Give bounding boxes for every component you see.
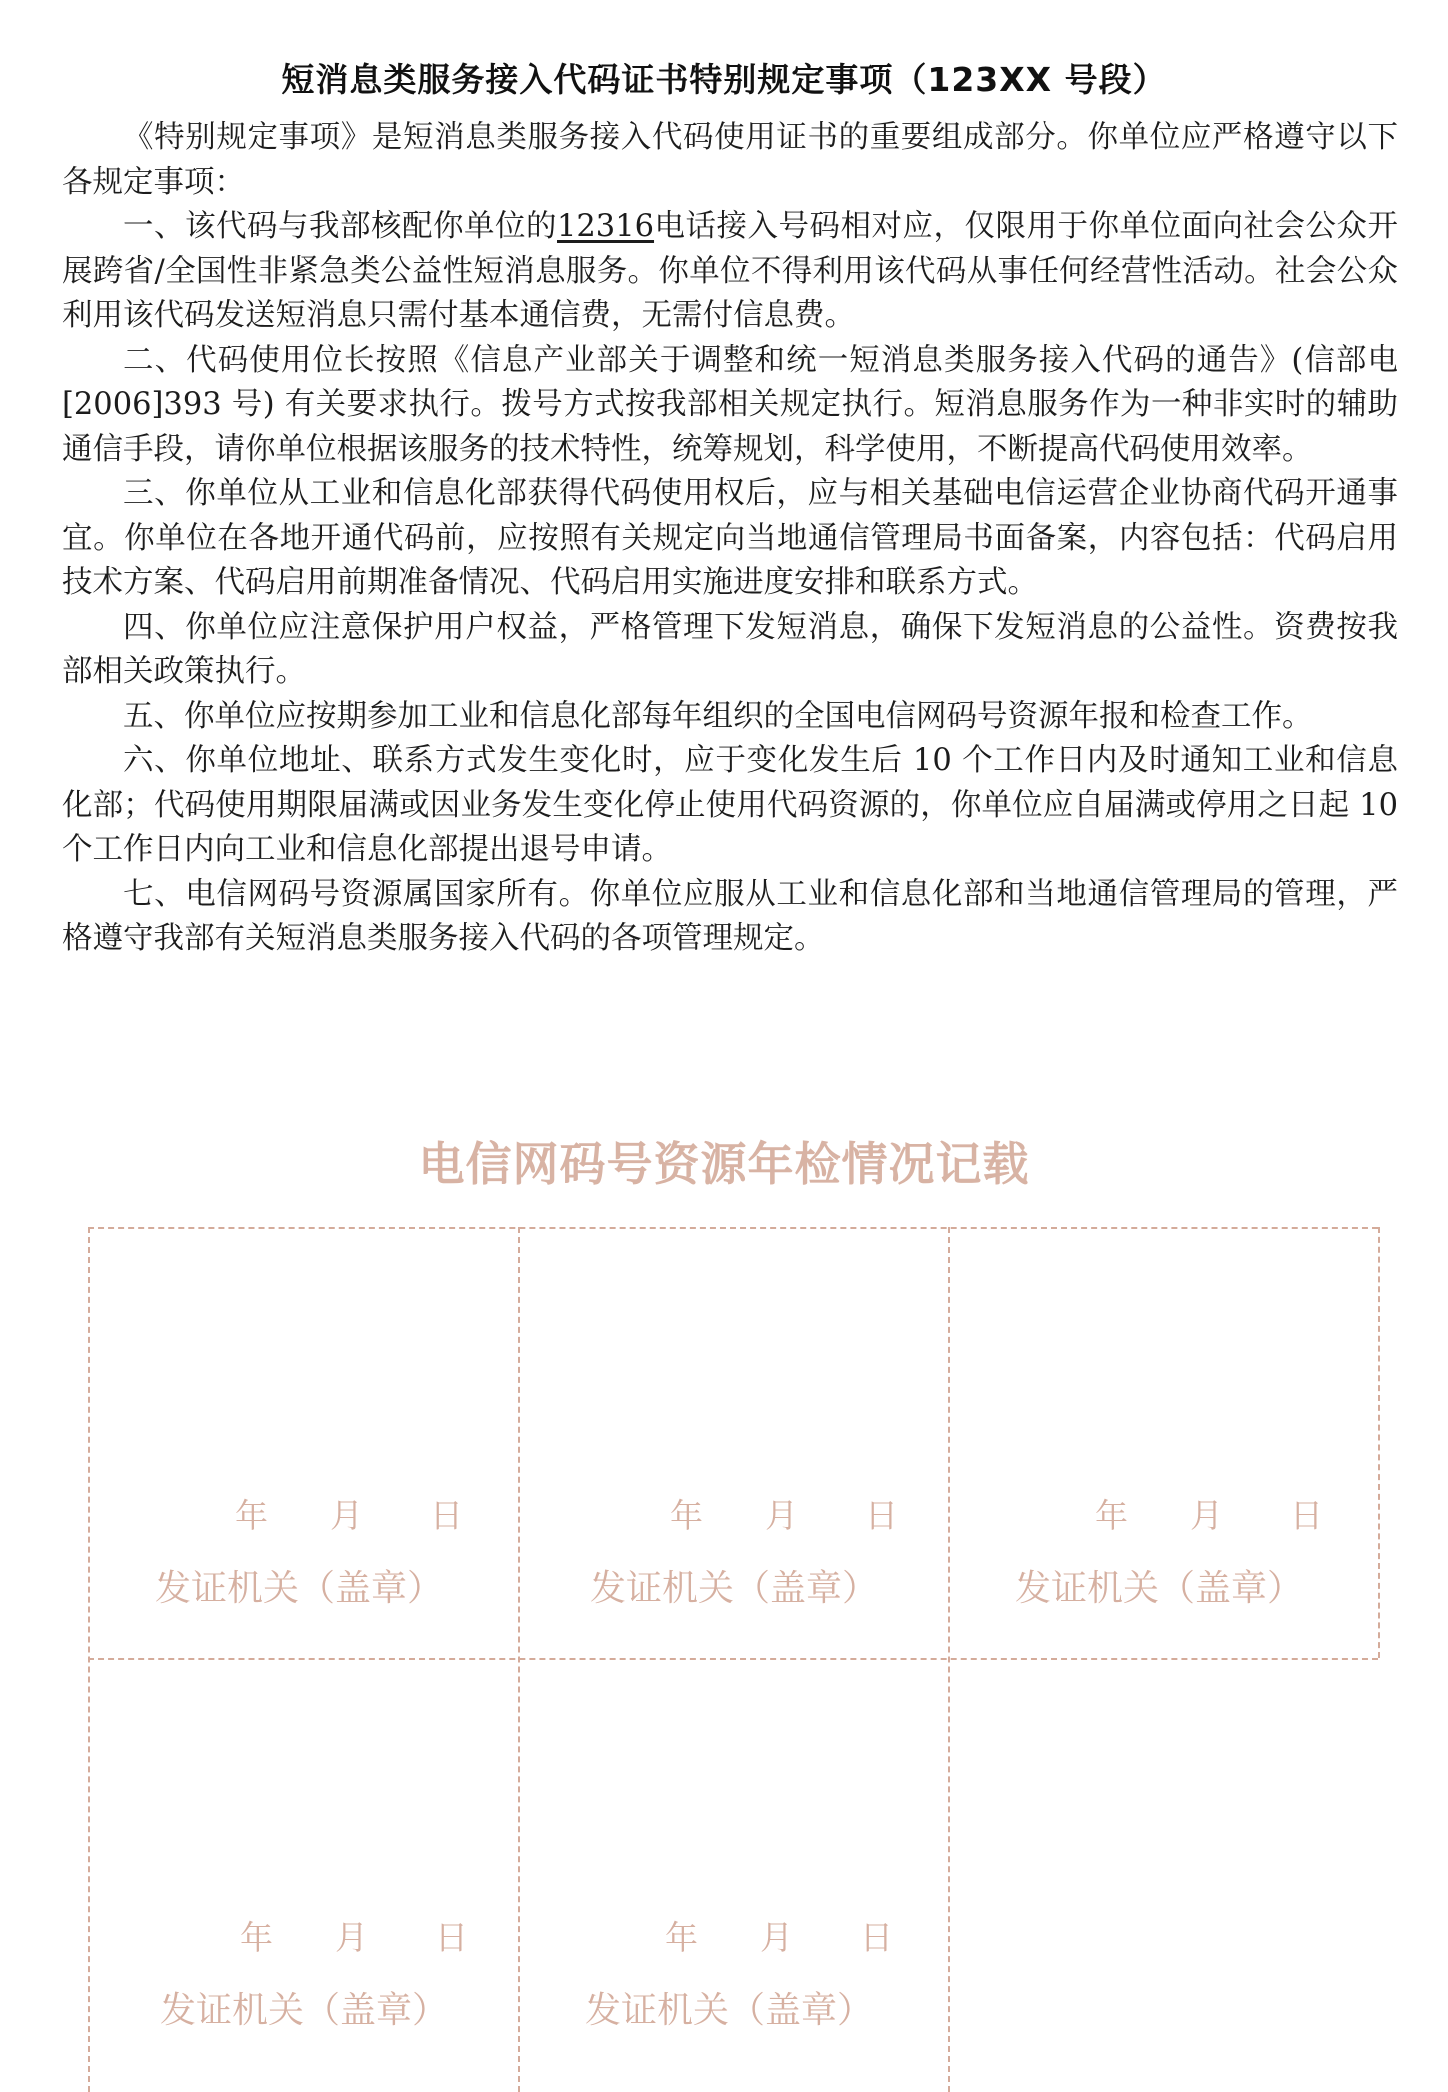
month-label: 月 xyxy=(335,1918,368,1957)
grid-divider-2 xyxy=(948,1227,950,2092)
year-label: 年 xyxy=(1095,1496,1128,1535)
item-5: 五、你单位应按期参加工业和信息化部每年组织的全国电信网码号资源年报和检查工作。 xyxy=(123,698,1313,734)
item-7: 七、电信网码号资源属国家所有。你单位应服从工业和信息化部和当地通信管理局的管理，严格遵守我部有关短消息类服务接入代码的各项管理规定。 xyxy=(62,876,1398,956)
document-title: 短消息类服务接入代码证书特别规定事项（123XX 号段） xyxy=(281,60,1167,99)
year-label: 年 xyxy=(670,1496,703,1535)
year-label: 年 xyxy=(665,1918,698,1957)
regulation-body xyxy=(62,116,1398,962)
phone-number: 12316 xyxy=(557,209,655,244)
grid-right-line xyxy=(1378,1227,1380,1658)
grid-top-line xyxy=(88,1227,1378,1229)
item-3: 三、你单位从工业和信息化部获得代码使用权后，应与相关基础电信运营企业协商代码开通事宜。你单位在各地开通代码前，应按照有关规定向当地通信管理局书面备案，内容包括：代码启用技术方案、代码启用前期准备情况、代码启用实施进度安排和联系方式。 xyxy=(62,476,1398,600)
item-4: 四、你单位应注意保护用户权益，严格管理下发短消息，确保下发短消息的公益性。资费按我部相关政策执行。 xyxy=(62,609,1398,689)
item-1-prefix: 一、该代码与我部核配你单位的 xyxy=(123,209,557,244)
item-2: 二、代码使用位长按照《信息产业部关于调整和统一短消息类服务接入代码的通告》(信部电[2006]393 号) 有关要求执行。拨号方式按我部相关规定执行。短消息服务作为一种非实时的辅助通信手段，请你单位根据该服务的技术特性，统筹规划，科学使用，不断提高代码使用效率。 xyxy=(62,342,1398,467)
inspection-title: 电信网码号资源年检情况记载 xyxy=(418,1137,1030,1191)
grid-middle-line xyxy=(88,1658,1378,1660)
day-label: 日 xyxy=(435,1918,468,1957)
item-6: 六、你单位地址、联系方式发生变化时，应于变化发生后 10 个工作日内及时通知工业和信息化部；代码使用期限届满或因业务发生变化停止使用代码资源的，你单位应自届满或停用之日起 10 个工作日内向工业和信息化部提出退号申请。 xyxy=(62,743,1398,867)
grid-left-line xyxy=(88,1227,90,2092)
item-1 xyxy=(62,205,1398,339)
issuer-stamp-label: 发证机关（盖章） xyxy=(585,1990,874,2031)
day-label: 日 xyxy=(430,1496,463,1535)
intro-paragraph: 《特别规定事项》是短消息类服务接入代码使用证书的重要组成部分。你单位应严格遵守以下各规定事项： xyxy=(62,120,1398,200)
day-label: 日 xyxy=(1290,1496,1323,1535)
grid-divider-1 xyxy=(518,1227,520,2092)
year-label: 年 xyxy=(235,1496,268,1535)
day-label: 日 xyxy=(865,1496,898,1535)
issuer-stamp-label: 发证机关（盖章） xyxy=(155,1568,444,1609)
issuer-stamp-label: 发证机关（盖章） xyxy=(590,1568,879,1609)
year-label: 年 xyxy=(240,1918,273,1957)
item-1-rest: 电话接入号码相对应，仅限用于你单位面向社会公众开展跨省/全国性非紧急类公益性短消息服务。你单位不得利用该代码从事任何经营性活动。社会公众利用该代码发送短消息只需付基本通信费，无需付信息费。 xyxy=(62,209,1399,333)
day-label: 日 xyxy=(860,1918,893,1957)
month-label: 月 xyxy=(330,1496,363,1535)
month-label: 月 xyxy=(760,1918,793,1957)
issuer-stamp-label: 发证机关（盖章） xyxy=(1015,1568,1304,1609)
month-label: 月 xyxy=(765,1496,798,1535)
issuer-stamp-label: 发证机关（盖章） xyxy=(160,1990,449,2031)
month-label: 月 xyxy=(1190,1496,1223,1535)
